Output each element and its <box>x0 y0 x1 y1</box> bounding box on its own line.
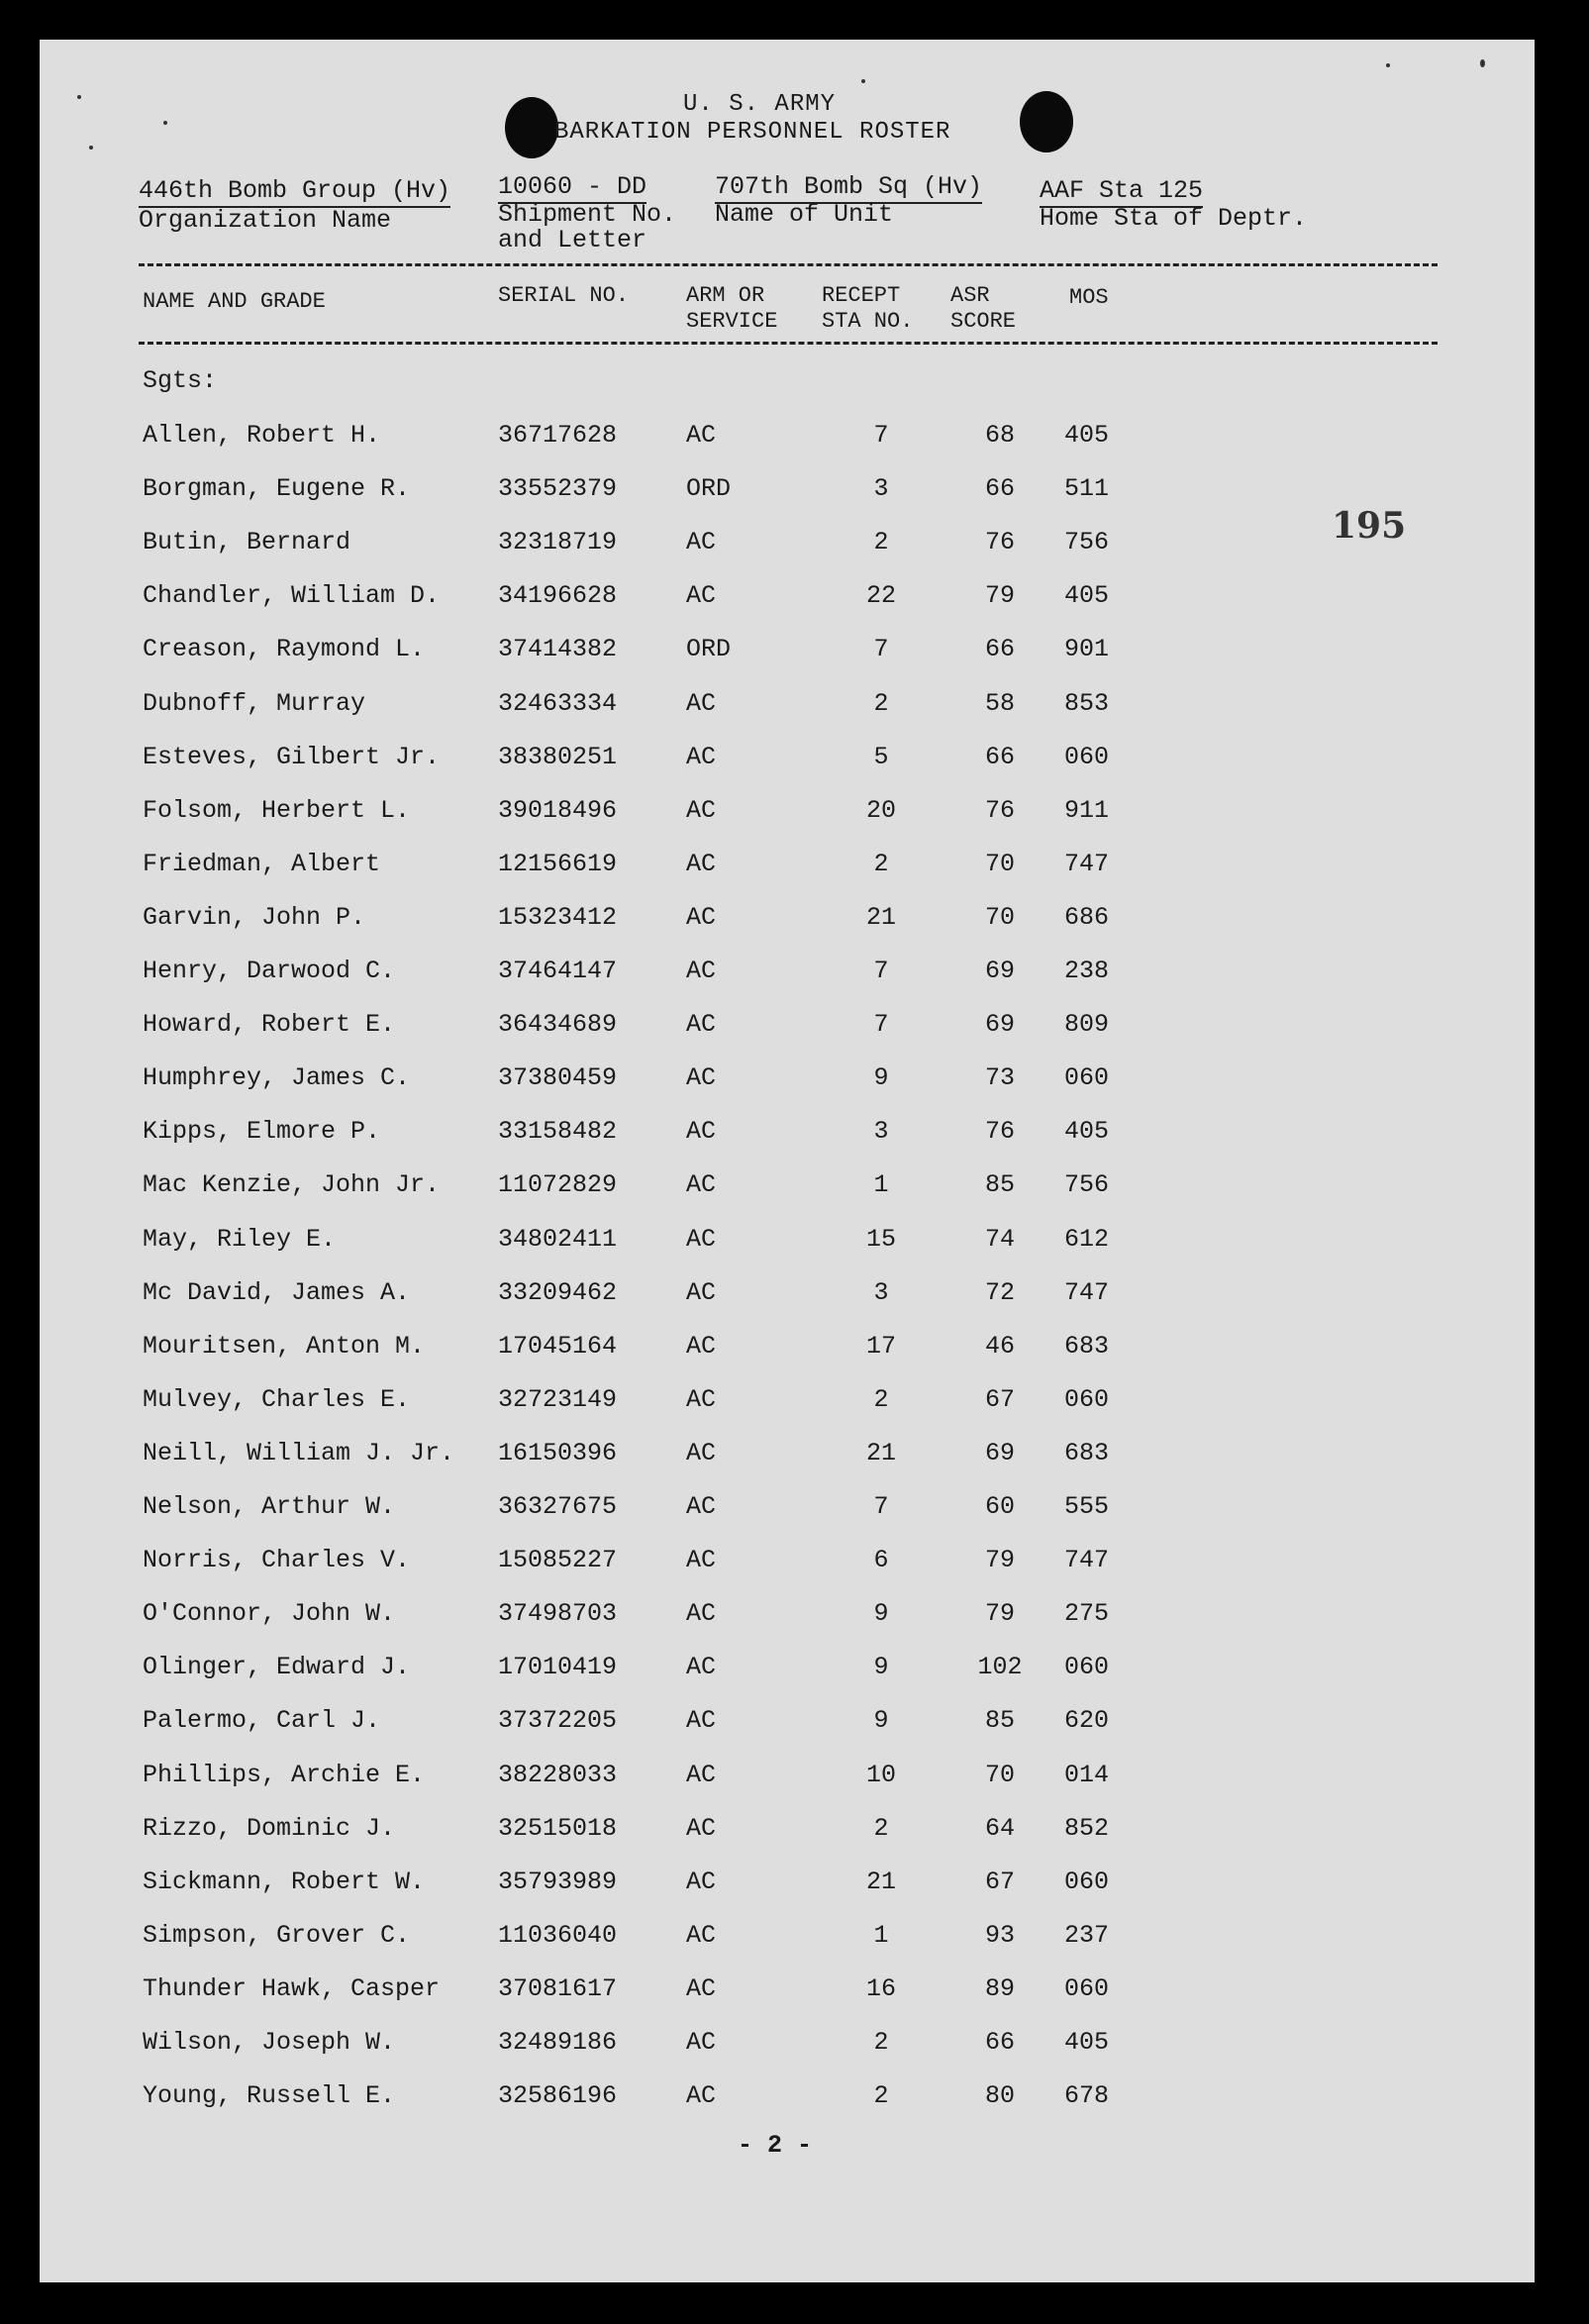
asr-cell: 67 <box>984 1867 1015 1896</box>
serial-cell: 11036040 <box>498 1920 618 1950</box>
recept-cell: 3 <box>873 474 889 504</box>
serial-cell: 32318719 <box>498 528 618 557</box>
column-arm-line2: SERVICE <box>686 309 778 334</box>
asr-cell: 70 <box>984 902 1015 932</box>
asr-cell: 69 <box>984 1438 1015 1467</box>
arm-cell: AC <box>686 1438 717 1467</box>
asr-cell: 58 <box>984 688 1015 718</box>
mos-cell: 747 <box>1064 1546 1110 1575</box>
serial-cell: 34802411 <box>498 1224 618 1254</box>
mos-cell: 809 <box>1064 1010 1110 1040</box>
mos-cell: 405 <box>1064 2028 1110 2057</box>
recept-cell: 1 <box>873 1920 889 1950</box>
mos-cell: 683 <box>1064 1438 1110 1467</box>
column-recept-line1: RECEPT <box>822 283 901 308</box>
arm-cell: AC <box>686 688 717 718</box>
arm-cell: AC <box>686 1010 717 1040</box>
shipment-value: 10060 - DD <box>498 172 646 204</box>
recept-cell: 10 <box>865 1760 896 1789</box>
name-cell: Creason, Raymond L. <box>143 635 426 664</box>
table-row <box>40 1010 1535 1050</box>
column-asr-line2: SCORE <box>950 309 1017 334</box>
mos-cell: 060 <box>1064 1867 1110 1896</box>
arm-cell: AC <box>686 902 717 932</box>
asr-cell: 74 <box>984 1224 1015 1254</box>
mos-cell: 238 <box>1064 957 1110 985</box>
serial-cell: 36434689 <box>498 1010 618 1040</box>
name-cell: Phillips, Archie E. <box>143 1760 426 1789</box>
speck <box>163 121 167 125</box>
serial-cell: 32463334 <box>498 688 618 718</box>
document-page <box>40 40 1535 2282</box>
recept-cell: 7 <box>873 1010 889 1040</box>
table-row <box>40 1117 1535 1157</box>
shipment-label: Shipment No. <box>498 200 677 229</box>
serial-cell: 33552379 <box>498 474 618 504</box>
mos-cell: 686 <box>1064 902 1110 932</box>
grade-label: Sgts: <box>143 366 218 395</box>
table-row <box>40 1278 1535 1318</box>
mos-cell: 747 <box>1064 849 1110 878</box>
asr-cell: 72 <box>984 1277 1015 1307</box>
serial-cell: 37081617 <box>498 1973 618 2003</box>
asr-cell: 66 <box>984 2028 1015 2057</box>
recept-cell: 9 <box>873 1599 889 1629</box>
column-asr <box>950 283 1016 335</box>
asr-cell: 79 <box>984 1599 1015 1629</box>
stamp-number: 195 <box>1332 505 1407 547</box>
punch-hole-right <box>1020 91 1073 152</box>
name-cell: Young, Russell E. <box>143 2081 396 2111</box>
recept-cell: 6 <box>873 1546 889 1575</box>
table-row <box>40 1546 1535 1585</box>
column-asr-line1: ASR <box>950 283 990 308</box>
table-row <box>40 421 1535 460</box>
speck <box>1480 59 1485 67</box>
arm-cell: ORD <box>686 635 732 664</box>
recept-cell: 21 <box>865 1867 896 1896</box>
speck <box>77 95 81 99</box>
name-cell: Esteves, Gilbert Jr. <box>143 742 441 771</box>
name-cell: Olinger, Edward J. <box>143 1653 411 1682</box>
serial-cell: 37380459 <box>498 1063 618 1093</box>
serial-cell: 38380251 <box>498 742 618 771</box>
name-cell: Mc David, James A. <box>143 1277 411 1307</box>
recept-cell: 2 <box>873 688 889 718</box>
asr-cell: 80 <box>984 2081 1015 2111</box>
dashed-divider <box>139 263 1438 266</box>
asr-cell: 69 <box>984 1010 1015 1040</box>
mos-cell: 911 <box>1064 795 1110 825</box>
arm-cell: AC <box>686 1331 717 1361</box>
recept-cell: 22 <box>865 581 896 611</box>
asr-cell: 102 <box>977 1653 1023 1682</box>
recept-cell: 2 <box>873 2081 889 2111</box>
arm-cell: AC <box>686 1653 717 1682</box>
serial-cell: 38228033 <box>498 1760 618 1789</box>
table-row <box>40 1332 1535 1371</box>
asr-cell: 70 <box>984 1760 1015 1789</box>
table-row <box>40 957 1535 996</box>
table-row <box>40 2081 1535 2121</box>
army-title: U. S. ARMY <box>683 91 837 118</box>
mos-cell: 405 <box>1064 421 1110 450</box>
recept-cell: 1 <box>873 1170 889 1200</box>
mos-cell: 612 <box>1064 1224 1110 1254</box>
column-name-grade: NAME AND GRADE <box>143 289 326 314</box>
speck <box>861 79 865 83</box>
column-recept <box>822 283 913 335</box>
table-row <box>40 1974 1535 2014</box>
table-row <box>40 1492 1535 1532</box>
table-row <box>40 1439 1535 1478</box>
arm-cell: AC <box>686 1277 717 1307</box>
serial-cell: 12156619 <box>498 849 618 878</box>
recept-cell: 3 <box>873 1117 889 1147</box>
table-row <box>40 1170 1535 1210</box>
asr-cell: 69 <box>984 957 1015 985</box>
asr-cell: 76 <box>984 528 1015 557</box>
table-row <box>40 1921 1535 1961</box>
arm-cell: AC <box>686 1224 717 1254</box>
arm-cell: AC <box>686 2081 717 2111</box>
mos-cell: 511 <box>1064 474 1110 504</box>
mos-cell: 852 <box>1064 1813 1110 1843</box>
asr-cell: 73 <box>984 1063 1015 1093</box>
serial-cell: 15085227 <box>498 1546 618 1575</box>
arm-cell: AC <box>686 795 717 825</box>
arm-cell: AC <box>686 2028 717 2057</box>
arm-cell: AC <box>686 581 717 611</box>
asr-cell: 93 <box>984 1920 1015 1950</box>
asr-cell: 68 <box>984 421 1015 450</box>
name-cell: Rizzo, Dominic J. <box>143 1813 396 1843</box>
serial-cell: 33158482 <box>498 1117 618 1147</box>
mos-cell: 060 <box>1064 1063 1110 1093</box>
arm-cell: AC <box>686 1599 717 1629</box>
table-row <box>40 1599 1535 1639</box>
name-cell: Henry, Darwood C. <box>143 957 396 985</box>
unit-value: 707th Bomb Sq (Hv) <box>715 172 982 204</box>
asr-cell: 85 <box>984 1706 1015 1736</box>
name-cell: Wilson, Joseph W. <box>143 2028 396 2057</box>
asr-cell: 89 <box>984 1973 1015 2003</box>
recept-cell: 17 <box>865 1331 896 1361</box>
mos-cell: 756 <box>1064 528 1110 557</box>
recept-cell: 7 <box>873 1492 889 1521</box>
asr-cell: 76 <box>984 795 1015 825</box>
asr-cell: 60 <box>984 1492 1015 1521</box>
recept-cell: 2 <box>873 2028 889 2057</box>
unit-label: Name of Unit <box>715 200 894 229</box>
mos-cell: 014 <box>1064 1760 1110 1789</box>
column-arm <box>686 283 777 335</box>
serial-cell: 36717628 <box>498 421 618 450</box>
name-cell: Allen, Robert H. <box>143 421 381 450</box>
mos-cell: 405 <box>1064 1117 1110 1147</box>
recept-cell: 2 <box>873 1384 889 1414</box>
mos-cell: 853 <box>1064 688 1110 718</box>
recept-cell: 9 <box>873 1653 889 1682</box>
punch-hole-left <box>505 97 558 158</box>
recept-cell: 7 <box>873 421 889 450</box>
table-row <box>40 1868 1535 1907</box>
name-cell: May, Riley E. <box>143 1224 337 1254</box>
name-cell: Howard, Robert E. <box>143 1010 396 1040</box>
mos-cell: 405 <box>1064 581 1110 611</box>
asr-cell: 66 <box>984 474 1015 504</box>
name-cell: Mouritsen, Anton M. <box>143 1331 426 1361</box>
mos-cell: 060 <box>1064 1973 1110 2003</box>
mos-cell: 620 <box>1064 1706 1110 1736</box>
name-cell: Folsom, Herbert L. <box>143 795 411 825</box>
serial-cell: 32489186 <box>498 2028 618 2057</box>
name-cell: O'Connor, John W. <box>143 1599 396 1629</box>
arm-cell: AC <box>686 421 717 450</box>
serial-cell: 37498703 <box>498 1599 618 1629</box>
recept-cell: 9 <box>873 1063 889 1093</box>
recept-cell: 9 <box>873 1706 889 1736</box>
page-number: - 2 - <box>738 2131 813 2160</box>
arm-cell: ORD <box>686 474 732 504</box>
serial-cell: 35793989 <box>498 1867 618 1896</box>
serial-cell: 16150396 <box>498 1438 618 1467</box>
table-row <box>40 743 1535 782</box>
name-cell: Borgman, Eugene R. <box>143 474 411 504</box>
arm-cell: AC <box>686 1492 717 1521</box>
table-row <box>40 1225 1535 1264</box>
speck <box>1386 63 1390 67</box>
asr-cell: 70 <box>984 849 1015 878</box>
name-cell: Thunder Hawk, Casper <box>143 1973 441 2003</box>
table-row <box>40 581 1535 621</box>
serial-cell: 11072829 <box>498 1170 618 1200</box>
serial-cell: 39018496 <box>498 795 618 825</box>
recept-cell: 2 <box>873 849 889 878</box>
asr-cell: 64 <box>984 1813 1015 1843</box>
serial-cell: 37464147 <box>498 957 618 985</box>
recept-cell: 2 <box>873 528 889 557</box>
recept-cell: 16 <box>865 1973 896 2003</box>
mos-cell: 275 <box>1064 1599 1110 1629</box>
arm-cell: AC <box>686 1867 717 1896</box>
recept-cell: 7 <box>873 957 889 985</box>
arm-cell: AC <box>686 849 717 878</box>
arm-cell: AC <box>686 1760 717 1789</box>
name-cell: Friedman, Albert <box>143 849 381 878</box>
recept-cell: 21 <box>865 1438 896 1467</box>
mos-cell: 060 <box>1064 1384 1110 1414</box>
dashed-divider <box>139 342 1438 345</box>
name-cell: Nelson, Arthur W. <box>143 1492 396 1521</box>
serial-cell: 15323412 <box>498 902 618 932</box>
name-cell: Mac Kenzie, John Jr. <box>143 1170 441 1200</box>
mos-cell: 060 <box>1064 1653 1110 1682</box>
column-recept-line2: STA NO. <box>822 309 914 334</box>
station-label: Home Sta of Deptr. <box>1040 204 1308 233</box>
asr-cell: 85 <box>984 1170 1015 1200</box>
mos-cell: 901 <box>1064 635 1110 664</box>
serial-cell: 37414382 <box>498 635 618 664</box>
arm-cell: AC <box>686 1813 717 1843</box>
table-row <box>40 1653 1535 1692</box>
asr-cell: 79 <box>984 1546 1015 1575</box>
mos-cell: 555 <box>1064 1492 1110 1521</box>
arm-cell: AC <box>686 1920 717 1950</box>
name-cell: Garvin, John P. <box>143 902 366 932</box>
asr-cell: 66 <box>984 742 1015 771</box>
arm-cell: AC <box>686 1973 717 2003</box>
name-cell: Dubnoff, Murray <box>143 688 366 718</box>
table-row <box>40 528 1535 567</box>
table-row <box>40 635 1535 674</box>
organization-value: 446th Bomb Group (Hv) <box>139 176 450 208</box>
arm-cell: AC <box>686 528 717 557</box>
mos-cell: 237 <box>1064 1920 1110 1950</box>
arm-cell: AC <box>686 1117 717 1147</box>
recept-cell: 2 <box>873 1813 889 1843</box>
table-row <box>40 1706 1535 1746</box>
table-row <box>40 1761 1535 1800</box>
serial-cell: 32586196 <box>498 2081 618 2111</box>
asr-cell: 46 <box>984 1331 1015 1361</box>
mos-cell: 678 <box>1064 2081 1110 2111</box>
table-row <box>40 689 1535 729</box>
name-cell: Mulvey, Charles E. <box>143 1384 411 1414</box>
recept-cell: 15 <box>865 1224 896 1254</box>
mos-cell: 756 <box>1064 1170 1110 1200</box>
recept-cell: 5 <box>873 742 889 771</box>
speck <box>89 146 93 150</box>
name-cell: Norris, Charles V. <box>143 1546 411 1575</box>
asr-cell: 76 <box>984 1117 1015 1147</box>
recept-cell: 7 <box>873 635 889 664</box>
column-arm-line1: ARM OR <box>686 283 765 308</box>
station-value: AAF Sta 125 <box>1040 176 1203 208</box>
recept-cell: 21 <box>865 902 896 932</box>
serial-cell: 33209462 <box>498 1277 618 1307</box>
name-cell: Humphrey, James C. <box>143 1063 411 1093</box>
mos-cell: 060 <box>1064 742 1110 771</box>
serial-cell: 32515018 <box>498 1813 618 1843</box>
name-cell: Butin, Bernard <box>143 528 351 557</box>
arm-cell: AC <box>686 1170 717 1200</box>
arm-cell: AC <box>686 1706 717 1736</box>
table-row <box>40 796 1535 836</box>
table-row <box>40 2028 1535 2068</box>
table-row <box>40 474 1535 514</box>
column-mos: MOS <box>1069 285 1109 310</box>
asr-cell: 67 <box>984 1384 1015 1414</box>
arm-cell: AC <box>686 742 717 771</box>
recept-cell: 3 <box>873 1277 889 1307</box>
serial-cell: 36327675 <box>498 1492 618 1521</box>
mos-cell: 747 <box>1064 1277 1110 1307</box>
recept-cell: 20 <box>865 795 896 825</box>
name-cell: Chandler, William D. <box>143 581 441 611</box>
table-row <box>40 1385 1535 1425</box>
table-row <box>40 850 1535 889</box>
name-cell: Simpson, Grover C. <box>143 1920 411 1950</box>
name-cell: Palermo, Carl J. <box>143 1706 381 1736</box>
table-row <box>40 1063 1535 1103</box>
name-cell: Sickmann, Robert W. <box>143 1867 426 1896</box>
shipment-label-2: and Letter <box>498 226 647 254</box>
table-row <box>40 903 1535 943</box>
arm-cell: AC <box>686 1546 717 1575</box>
serial-cell: 17045164 <box>498 1331 618 1361</box>
name-cell: Neill, William J. Jr. <box>143 1438 455 1467</box>
serial-cell: 37372205 <box>498 1706 618 1736</box>
asr-cell: 79 <box>984 581 1015 611</box>
roster-title: BARKATION PERSONNEL ROSTER <box>554 119 951 146</box>
serial-cell: 32723149 <box>498 1384 618 1414</box>
name-cell: Kipps, Elmore P. <box>143 1117 381 1147</box>
serial-cell: 17010419 <box>498 1653 618 1682</box>
arm-cell: AC <box>686 1384 717 1414</box>
asr-cell: 66 <box>984 635 1015 664</box>
column-serial: SERIAL NO. <box>498 283 630 308</box>
organization-label: Organization Name <box>139 206 392 235</box>
arm-cell: AC <box>686 1063 717 1093</box>
mos-cell: 683 <box>1064 1331 1110 1361</box>
table-row <box>40 1814 1535 1854</box>
serial-cell: 34196628 <box>498 581 618 611</box>
arm-cell: AC <box>686 957 717 985</box>
